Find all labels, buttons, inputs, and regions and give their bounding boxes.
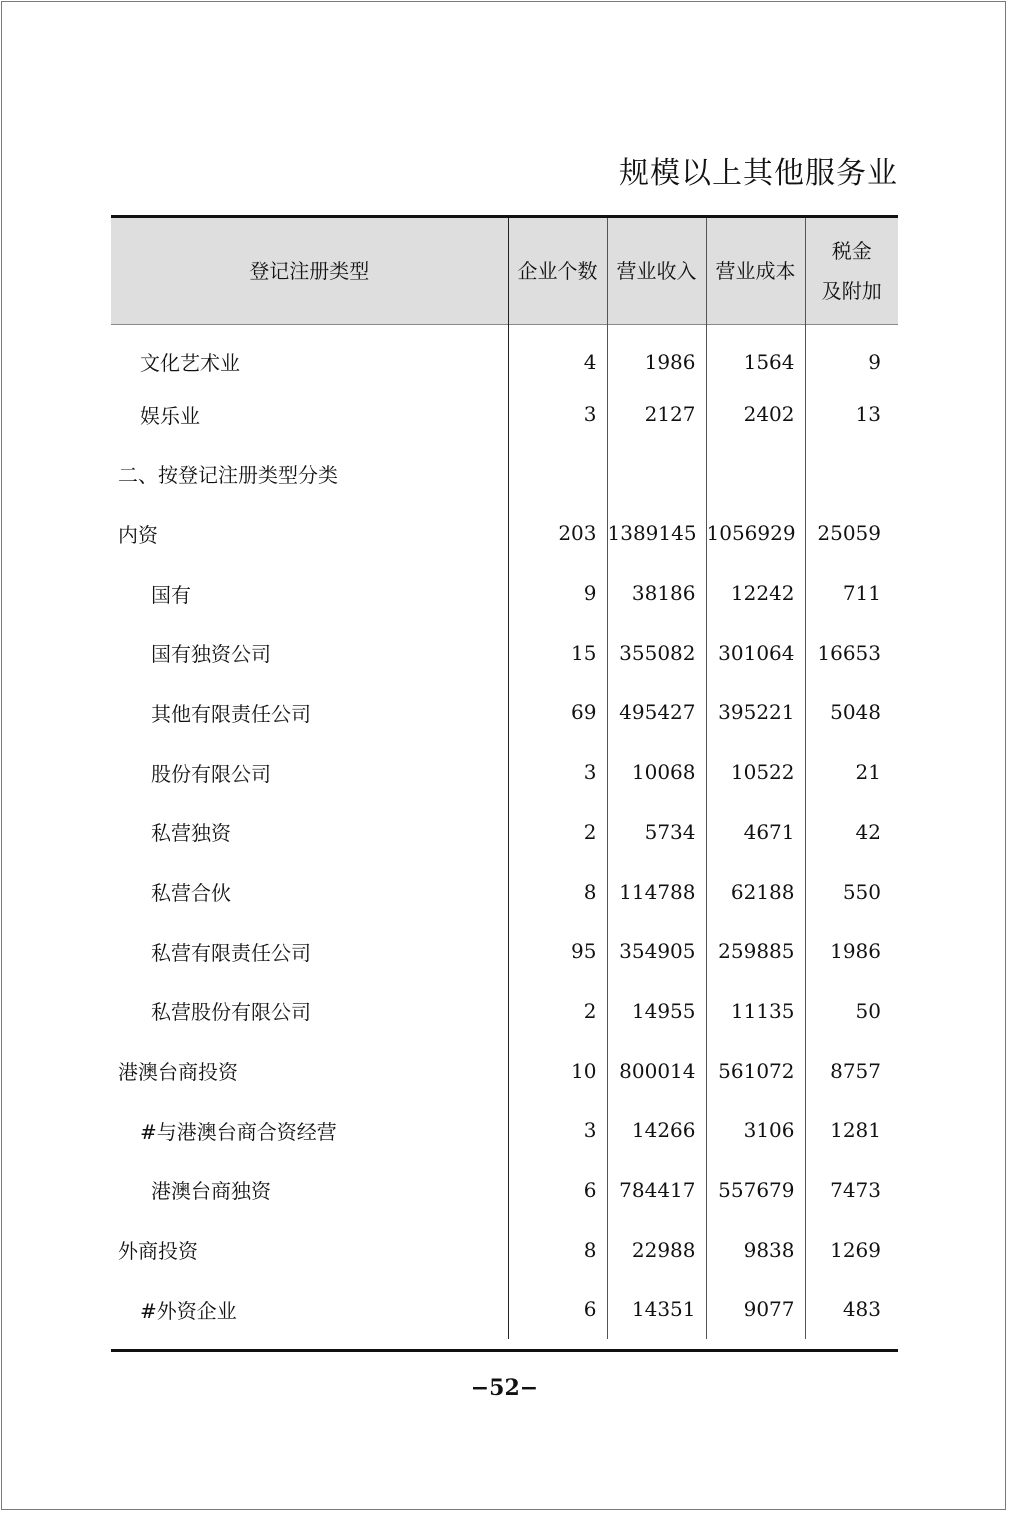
cell-count: 2 (508, 802, 607, 862)
cell-tax: 25059 (805, 504, 898, 564)
header-tax (805, 217, 898, 325)
cell-count: 3 (508, 384, 607, 444)
table-row (111, 742, 898, 802)
statistics-table (111, 215, 898, 1339)
cell-cost: 9838 (706, 1220, 805, 1280)
header-cost: 营业成本 (706, 217, 805, 325)
row-label: 私营有限责任公司 (151, 940, 311, 965)
cell-cost: 557679 (706, 1160, 805, 1220)
cell-revenue: 10068 (607, 742, 706, 802)
cell-revenue: 14955 (607, 981, 706, 1041)
cell-cost: 259885 (706, 921, 805, 981)
cell-tax: 16653 (805, 623, 898, 683)
row-label: 股份有限公司 (151, 761, 271, 786)
cell-count: 9 (508, 563, 607, 623)
cell-count: 10 (508, 1041, 607, 1101)
cell-tax: 21 (805, 742, 898, 802)
cell-revenue: 800014 (607, 1041, 706, 1101)
cell-count: 3 (508, 1100, 607, 1160)
cell-cost: 3106 (706, 1100, 805, 1160)
cell-count: 69 (508, 683, 607, 743)
header-tax-line1: 税金 (831, 239, 872, 263)
cell-cost: 1564 (706, 325, 805, 385)
cell-tax: 13 (805, 384, 898, 444)
header-revenue: 营业收入 (607, 217, 706, 325)
cell-count: 4 (508, 325, 607, 385)
cell-revenue: 354905 (607, 921, 706, 981)
table-row (111, 1220, 898, 1280)
row-label: #与港澳台商合资经营 (140, 1119, 337, 1144)
cell-tax: 5048 (805, 683, 898, 743)
cell-revenue: 14266 (607, 1100, 706, 1160)
cell-tax: 1281 (805, 1100, 898, 1160)
cell-tax: 42 (805, 802, 898, 862)
cell-cost: 395221 (706, 683, 805, 743)
table-row (111, 623, 898, 683)
cell-revenue: 784417 (607, 1160, 706, 1220)
cell-tax: 1269 (805, 1220, 898, 1280)
row-label: 港澳台商独资 (151, 1179, 271, 1204)
cell-count: 6 (508, 1280, 607, 1340)
page-number: −52− (470, 1375, 539, 1401)
row-label: #外资企业 (140, 1298, 237, 1323)
cell-cost (706, 444, 805, 504)
row-label: 港澳台商投资 (118, 1060, 238, 1085)
cell-count: 2 (508, 981, 607, 1041)
table-row (111, 921, 898, 981)
cell-cost: 4671 (706, 802, 805, 862)
cell-cost: 2402 (706, 384, 805, 444)
cell-revenue: 14351 (607, 1280, 706, 1340)
table-body (111, 325, 898, 1340)
section-heading: 二、按登记注册类型分类 (118, 463, 338, 488)
row-label: 娱乐业 (140, 403, 200, 428)
table-row (111, 981, 898, 1041)
cell-tax: 50 (805, 981, 898, 1041)
cell-tax: 8757 (805, 1041, 898, 1101)
cell-tax: 711 (805, 563, 898, 623)
table-bottom-rule (111, 1349, 898, 1352)
header-category: 登记注册类型 (249, 259, 370, 283)
row-label: 其他有限责任公司 (151, 701, 311, 726)
cell-tax: 7473 (805, 1160, 898, 1220)
header-tax-line2: 及附加 (821, 279, 882, 303)
cell-tax: 9 (805, 325, 898, 385)
table-row (111, 862, 898, 922)
table-row (111, 1100, 898, 1160)
table-row (111, 384, 898, 444)
cell-revenue: 1389145 (607, 504, 706, 564)
cell-cost: 11135 (706, 981, 805, 1041)
row-label: 内资 (118, 522, 158, 547)
cell-count (508, 444, 607, 504)
cell-tax: 1986 (805, 921, 898, 981)
cell-revenue (607, 444, 706, 504)
cell-cost: 62188 (706, 862, 805, 922)
row-label: 国有独资公司 (151, 642, 271, 667)
cell-revenue: 2127 (607, 384, 706, 444)
cell-cost: 9077 (706, 1280, 805, 1340)
cell-revenue: 114788 (607, 862, 706, 922)
table-row (111, 683, 898, 743)
cell-count: 203 (508, 504, 607, 564)
cell-count: 3 (508, 742, 607, 802)
cell-cost: 10522 (706, 742, 805, 802)
cell-revenue: 495427 (607, 683, 706, 743)
cell-tax (805, 444, 898, 504)
cell-tax: 483 (805, 1280, 898, 1340)
cell-count: 8 (508, 1220, 607, 1280)
header-count: 企业个数 (508, 217, 607, 325)
cell-count: 15 (508, 623, 607, 683)
cell-tax: 550 (805, 862, 898, 922)
cell-count: 6 (508, 1160, 607, 1220)
table-row (111, 1041, 898, 1101)
row-label: 私营独资 (151, 821, 231, 846)
row-label: 私营合伙 (151, 881, 231, 906)
table-row (111, 444, 898, 504)
row-label: 私营股份有限公司 (151, 1000, 311, 1025)
cell-count: 8 (508, 862, 607, 922)
cell-revenue: 355082 (607, 623, 706, 683)
table-row (111, 563, 898, 623)
cell-revenue: 22988 (607, 1220, 706, 1280)
cell-cost: 561072 (706, 1041, 805, 1101)
table-row (111, 802, 898, 862)
row-label: 外商投资 (118, 1239, 198, 1264)
table-row (111, 504, 898, 564)
table-header (111, 217, 898, 325)
cell-revenue: 1986 (607, 325, 706, 385)
cell-cost: 1056929 (706, 504, 805, 564)
table-row (111, 1160, 898, 1220)
page-title: 规模以上其他服务业 (619, 156, 898, 191)
table-row (111, 1280, 898, 1340)
cell-revenue: 5734 (607, 802, 706, 862)
cell-cost: 301064 (706, 623, 805, 683)
cell-count: 95 (508, 921, 607, 981)
row-label: 文化艺术业 (140, 351, 240, 376)
cell-revenue: 38186 (607, 563, 706, 623)
table-row (111, 325, 898, 385)
row-label: 国有 (151, 582, 191, 607)
cell-cost: 12242 (706, 563, 805, 623)
